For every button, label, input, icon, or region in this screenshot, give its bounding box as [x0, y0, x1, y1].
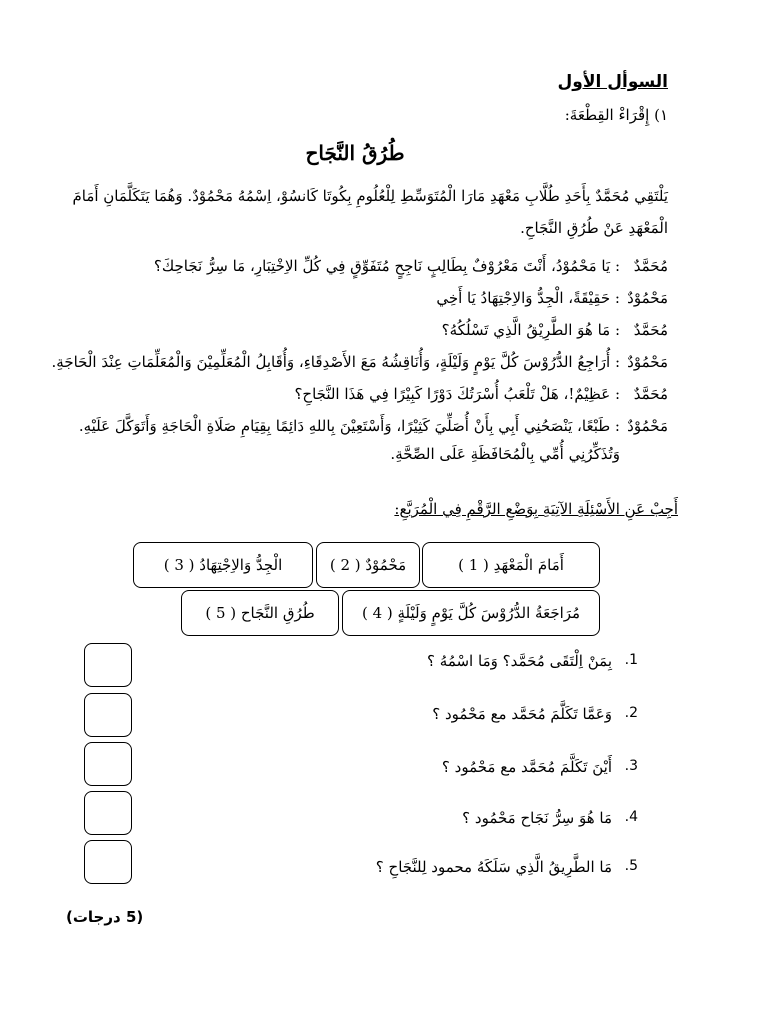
question-number: 4. — [624, 809, 638, 825]
question-text: مَا الطَّرِيقُ الَّذِي سَلَكَهُ محمود لِلنَّجَاحِ ؟ — [375, 858, 612, 876]
speaker-name: مَحْمُوْدٌ — [627, 289, 668, 307]
dialogue-text: : يَا مَحْمُوْدُ، أَنْتَ مَعْرُوْفٌ بِطَالِبٍ نَاجِحٍ مُتَفَوِّقٍ فِي كُلِّ الاِخْتِبَارِ، مَا سِرُّ نَجَاحِكَ؟ — [153, 257, 620, 275]
option-label: الْجِدُّ وَالاِجْتِهَادُ ( 3 ) — [163, 556, 283, 574]
answer-box-1[interactable] — [84, 643, 132, 687]
passage-title: طُرُقُ النَّجَاح — [305, 141, 405, 165]
question-text: وَعَمَّا تَكَلَّمَ مُحَمَّد مع مَحْمُود ؟ — [432, 705, 612, 723]
dialogue-text: : مَا هُوَ الطَّرِيْقُ الَّذِي تَسْلُكُهُ؟ — [441, 321, 620, 339]
answer-box-5[interactable] — [84, 840, 132, 884]
question-number: 3. — [624, 758, 638, 774]
intro-paragraph: يَلْتَقِي مُحَمَّدٌ بِأَحَدِ طُلَّابِ مَعْهَدِ مَارَا الْمُتَوَسِّطِ لِلْعُلُومِ بِكُوتَا كَانسُوْ، اِسْمُهُ مَحْمُوْدٌ. وَهُمَا يَتَكَلَّمَانِ أَمَامَ الْمَعْهَدِ عَنْ طُرُقِ النَّجَاحِ. — [72, 187, 668, 237]
answer-box-3[interactable] — [84, 742, 132, 786]
question-text: مَا هُوَ سِرُّ نَجَاح مَحْمُود ؟ — [462, 809, 612, 827]
dialogue-text: : طَبْعًا، يَنْصَحُنِي أَبِي بِأَنْ أُصَلِّيَ كَثِيْرًا، وَأَسْتَعِيْنَ بِاللهِ دَائِمًا بِقِيَامِ صَلَاةِ الْحَاجَةِ وَأَتَوَكَّلَ عَلَيْهِ. وَتُذَكِّرُنِي أُمِّي بِالْمُحَافَظَةِ عَلَى الصِّحَّةِ. — [78, 417, 620, 463]
option-label: مَحْمُوْدٌ ( 2 ) — [329, 556, 407, 574]
option-label: طُرُقِ النَّجَاح ( 5 ) — [205, 604, 315, 622]
dialogue-text: : أُرَاجِعُ الدُّرُوْسَ كُلَّ يَوْمٍ وَلَيْلَةٍ، وَأُنَاقِشُهُ مَعَ الأَصْدِقَاءِ، وَأُقَابِلُ الْمُعَلِّمِيْنَ وَالْمُعَلِّمَاتِ عِنْدَ الْحَاجَةِ. — [51, 353, 620, 371]
option-box-4 — [342, 590, 600, 636]
question-number: 2. — [624, 705, 638, 721]
dialogue-text: : حَقِيْقَةً، الْجِدُّ وَالاِجْتِهَادُ يَا أَخِي — [436, 289, 620, 307]
dialogue-text: : عَظِيْمٌ!، هَلْ تَلْعَبُ أُسْرَتُكَ دَوْرًا كَبِيْرًا فِي هَذَا النَّجَاحِ؟ — [294, 385, 620, 403]
option-label: أَمَامَ الْمَعْهَدِ ( 1 ) — [458, 556, 564, 574]
speaker-name: مَحْمُوْدٌ — [627, 417, 668, 435]
dialogue-line — [48, 380, 668, 408]
dialogue-line — [48, 348, 668, 376]
option-box-5 — [181, 590, 339, 636]
question-5 — [376, 858, 638, 876]
question-text: بِمَنْ اِلْتَقَى مُحَمَّد؟ وَمَا اسْمُهُ ؟ — [427, 652, 612, 670]
dialogue-line — [48, 284, 668, 312]
speaker-name: مُحَمَّدٌ — [633, 321, 668, 339]
answer-box-2[interactable] — [84, 693, 132, 737]
speaker-name: مَحْمُوْدٌ — [627, 353, 668, 371]
dialogue — [48, 252, 668, 468]
answer-box-4[interactable] — [84, 791, 132, 835]
read-instruction: ١) إِقْرَاءْ القِطْعَةَ: — [564, 106, 668, 124]
speaker-name: مُحَمَّدٌ — [633, 385, 668, 403]
question-text: أَيْنَ تَكَلَّمَ مُحَمَّد مع مَحْمُود ؟ — [441, 758, 612, 776]
question-3 — [442, 758, 638, 776]
dialogue-line — [48, 412, 668, 468]
section-heading: السوأل الأول — [557, 72, 668, 92]
option-box-1 — [422, 542, 600, 588]
question-4 — [462, 809, 638, 827]
answer-instruction: أَجِبْ عَنِ الأَسْئِلَةِ الآتِيَةِ بِوَضْعِ الرَّقْمِ فِي الْمُرَبَّعِ: — [394, 500, 678, 518]
speaker-name: مُحَمَّدٌ — [633, 257, 668, 275]
option-box-2 — [316, 542, 420, 588]
option-box-3 — [133, 542, 313, 588]
question-number: 1. — [624, 652, 638, 668]
option-label: مُرَاجَعَةُ الدُّرُوْسَ كُلَّ يَوْمٍ وَلَيْلَةٍ ( 4 ) — [361, 604, 581, 622]
question-number: 5. — [624, 858, 638, 874]
question-2 — [432, 705, 638, 723]
dialogue-line — [48, 252, 668, 280]
dialogue-line — [48, 316, 668, 344]
question-1 — [427, 652, 638, 670]
score-label: (5 درجات) — [66, 908, 144, 926]
